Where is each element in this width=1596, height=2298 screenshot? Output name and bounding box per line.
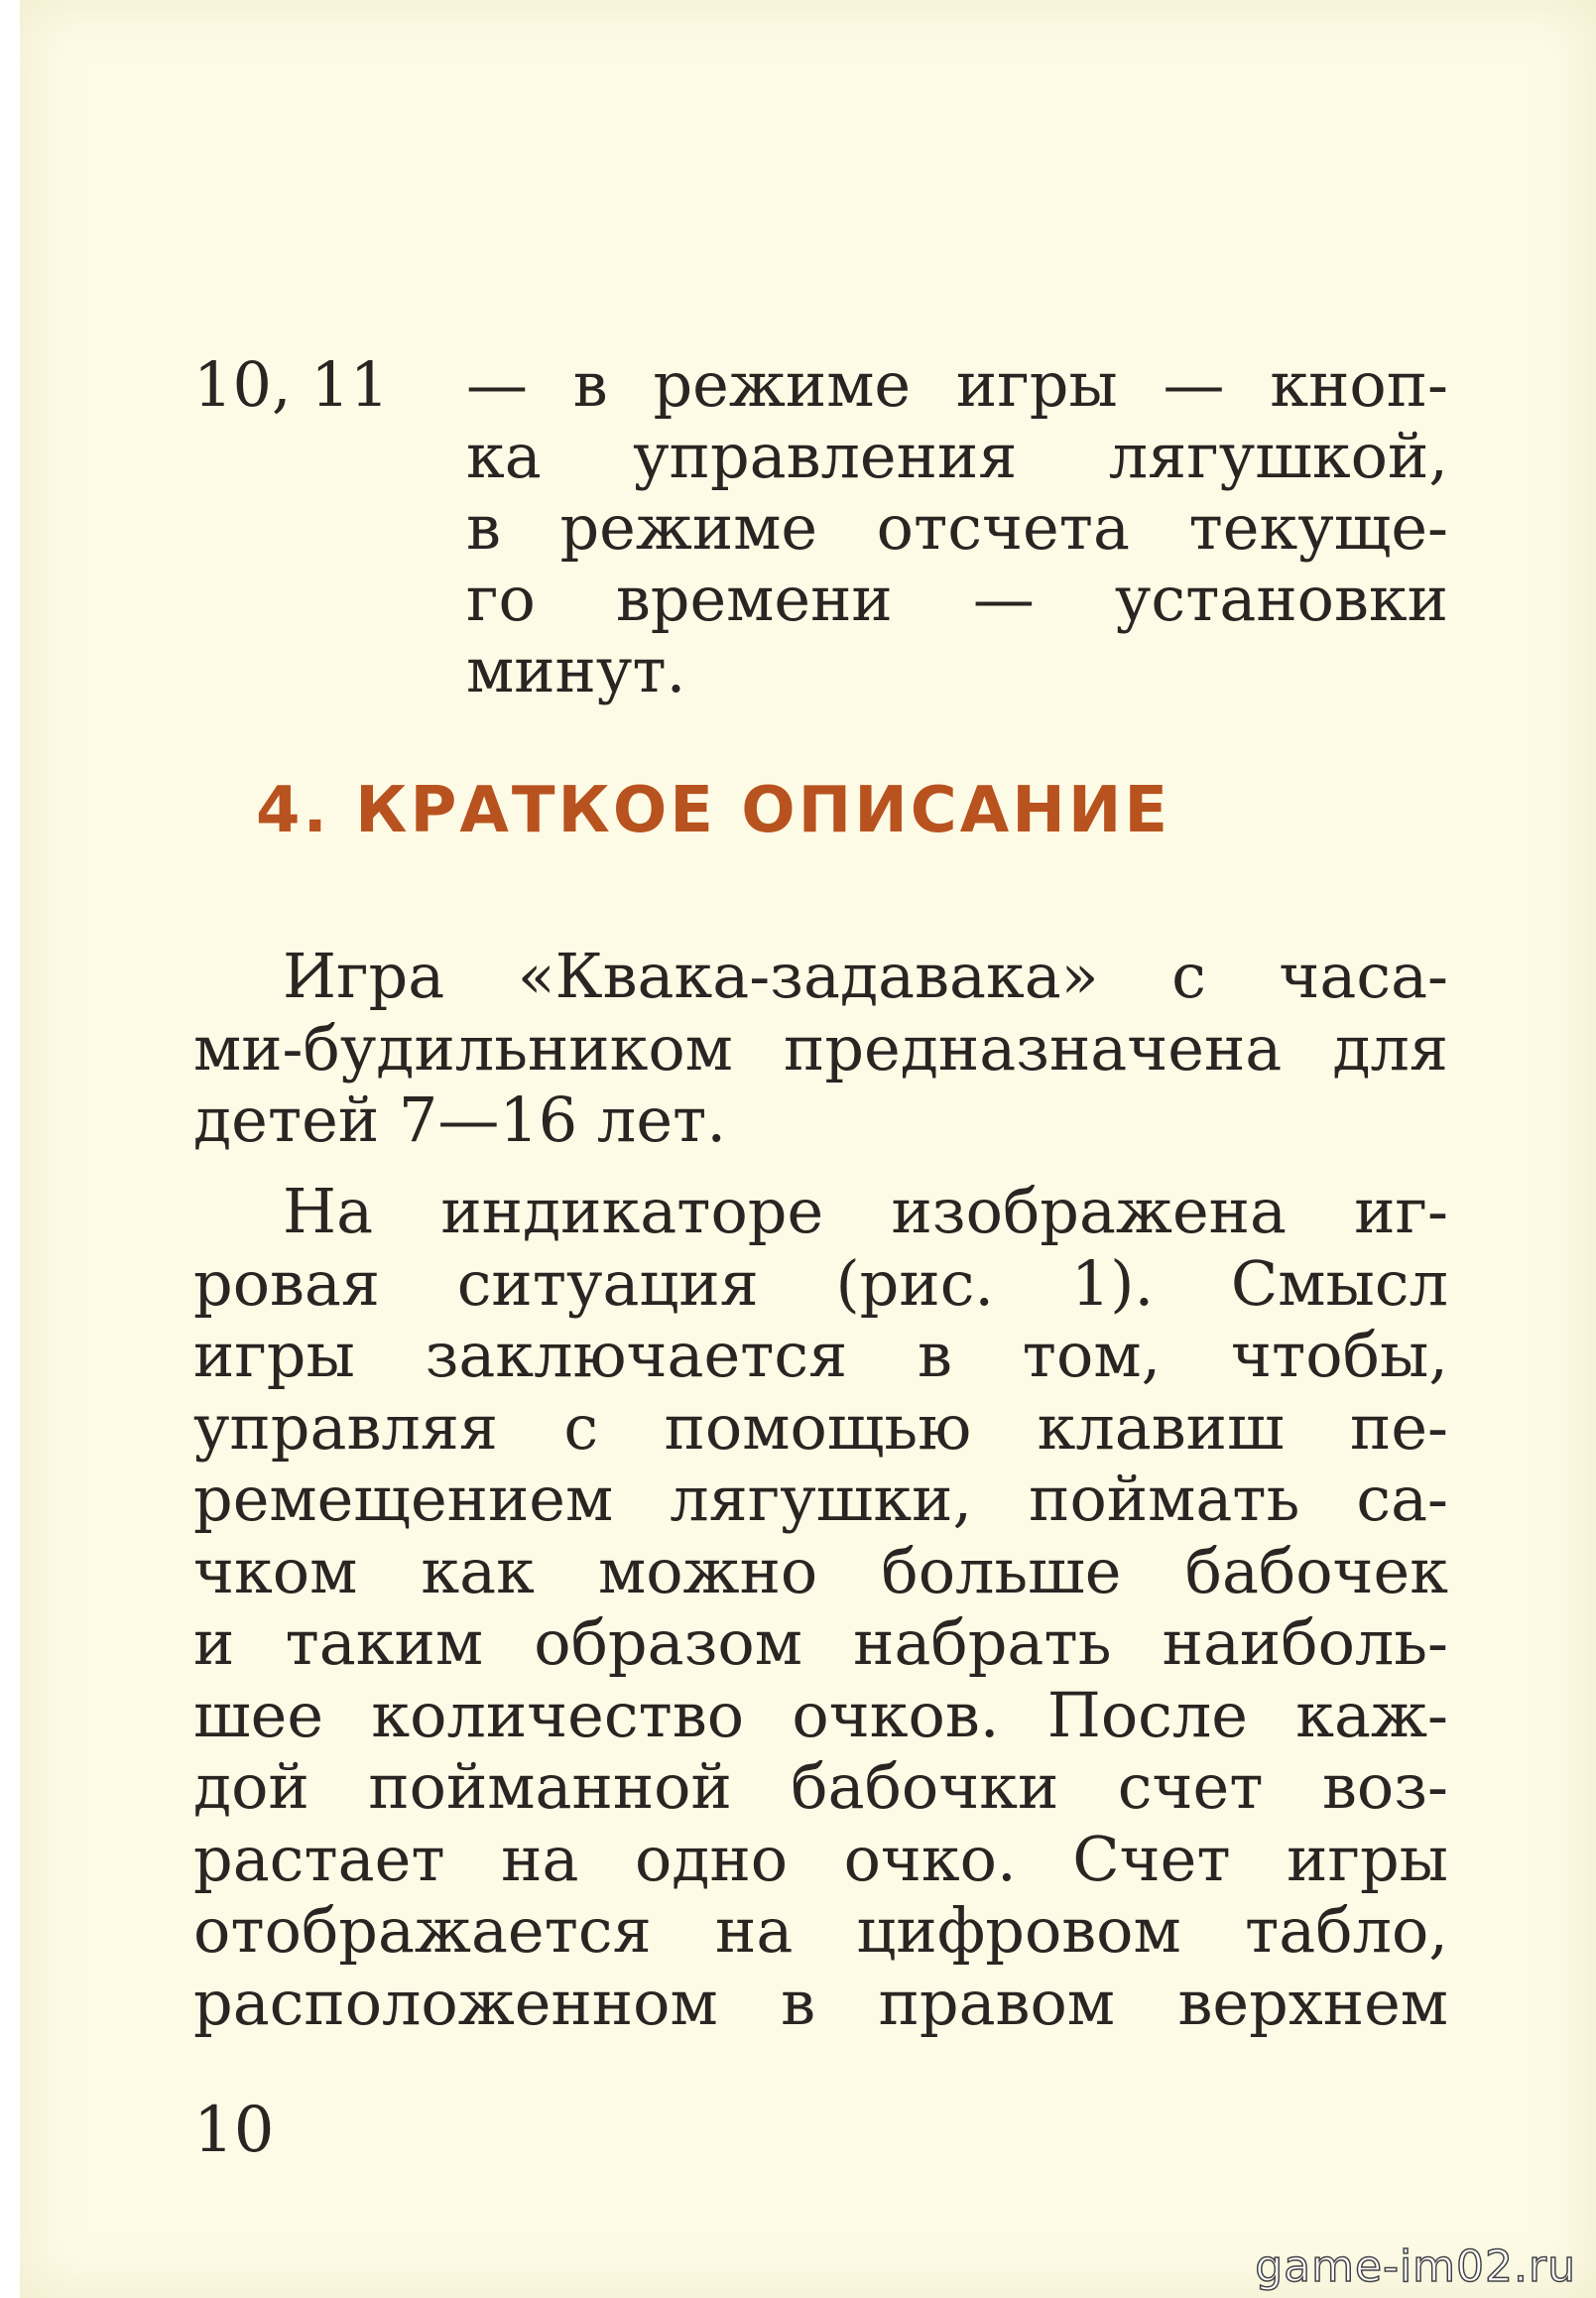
paragraph-line: шее количество очков. После каж- (193, 1678, 1448, 1751)
paragraph-line: игры заключается в том, чтобы, (193, 1319, 1448, 1391)
paragraph-intro (193, 941, 1448, 1157)
paragraph-line: отображается на цифровом табло, (193, 1894, 1448, 1967)
paragraph-line: и таким образом набрать наиболь- (193, 1606, 1448, 1679)
item-desc-line: в режиме отсчета текуще- (466, 491, 1448, 564)
page-number: 10 (193, 2094, 275, 2167)
paragraph-line: дой пойманной бабочки счет воз- (193, 1750, 1448, 1823)
paragraph-line: чком как можно больше бабочек (193, 1534, 1448, 1607)
paragraph-line: ремещением лягушки, поймать са- (193, 1463, 1448, 1535)
watermark: game-im02.ru (1255, 2241, 1576, 2292)
paragraph-line: растает на одно очко. Счет игры (193, 1822, 1448, 1895)
section-heading: 4. КРАТКОЕ ОПИСАНИЕ (256, 774, 1171, 847)
item-desc-line: ка управления лягушкой, (466, 420, 1448, 492)
paragraph-line: ми-будильником предназначена для (193, 1011, 1448, 1085)
paragraph-line: ровая ситуация (рис. 1). Смысл (193, 1246, 1448, 1320)
item-desc-line: го времени — установки (466, 563, 1448, 635)
paragraph-line: расположенном в правом верхнем (193, 1966, 1448, 2039)
item-description (466, 349, 1448, 706)
document-page (20, 0, 1596, 2298)
paragraph-line: На индикаторе изображена иг- (283, 1175, 1448, 1247)
paragraph-game-description (193, 1176, 1448, 2039)
item-desc-line: — в режиме игры — кноп- (466, 348, 1448, 421)
paragraph-line: Игра «Квака-задавака» с часа- (283, 940, 1448, 1012)
paragraph-line: детей 7—16 лет. (193, 1084, 727, 1156)
paragraph-line: управляя с помощью клавиш пе- (193, 1390, 1448, 1464)
item-desc-line: минут. (466, 634, 686, 706)
item-number: 10, 11 (193, 348, 390, 421)
